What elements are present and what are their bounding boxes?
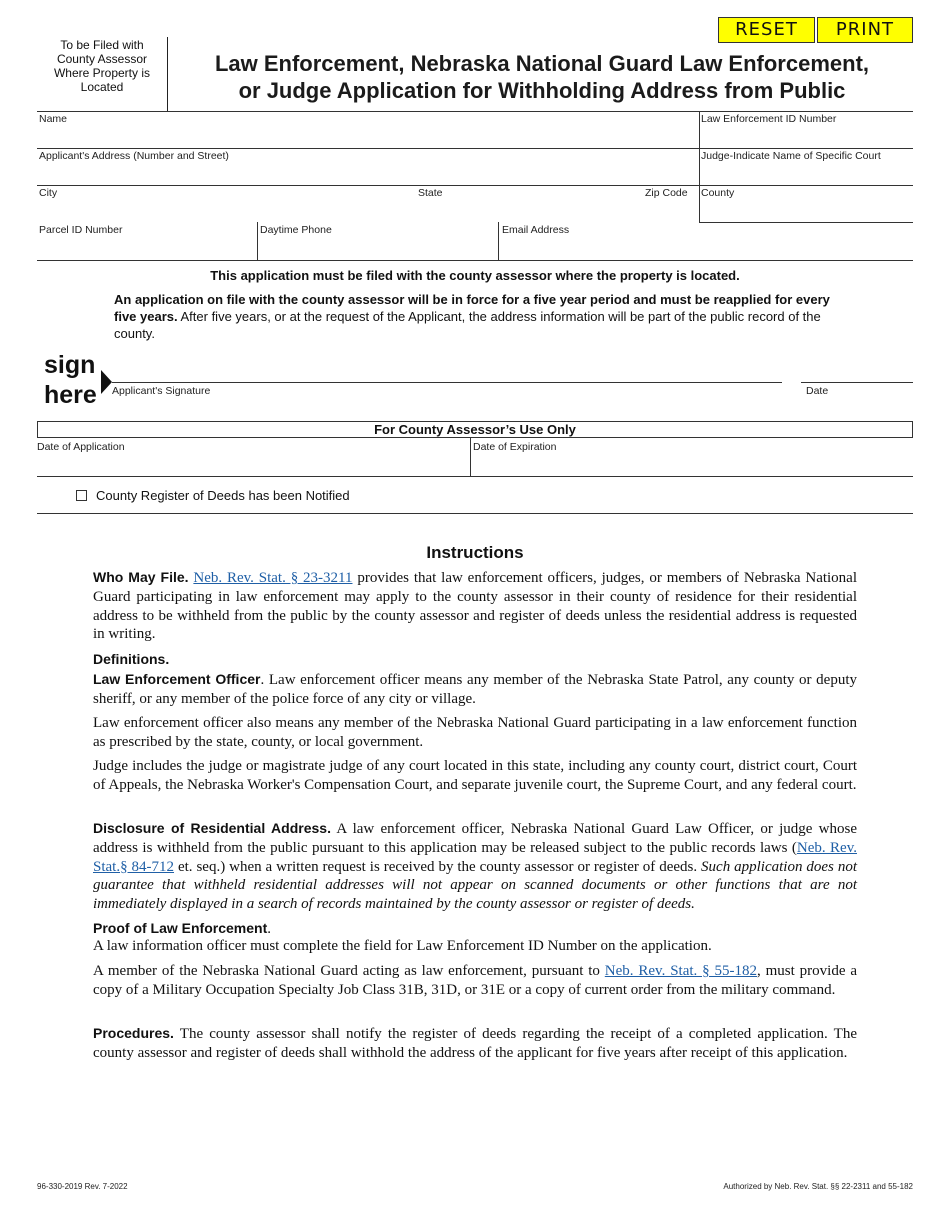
date-application-input[interactable] xyxy=(38,456,463,474)
form-title xyxy=(172,50,912,104)
proof-heading-line xyxy=(93,919,857,939)
parcel-input[interactable] xyxy=(40,239,250,257)
parcel-label: Parcel ID Number xyxy=(39,224,123,236)
term-notice xyxy=(114,291,844,342)
term-notice-bold: An application on file with the county assessor will be in force for a five year period and must be reapplied for every five years. xyxy=(114,292,830,324)
guard-definition-paragraph: Law enforcement officer also means any member of the Nebraska National Guard participating in a law enforcement function as prescribed by the state, county, or local government. xyxy=(93,715,857,750)
le-id-input[interactable] xyxy=(703,128,908,146)
guard-proof-text-2: , must provide a copy of a Military Occupation Specialty Job Class 31B, 31D, or 31E or a copy of current order from the military command. xyxy=(93,963,858,998)
authorization-note: Authorized by Neb. Rev. Stat. §§ 22-2311 and 55-182 xyxy=(723,1182,913,1191)
city-label: City xyxy=(39,187,58,199)
disclosure-disclaimer: Such application does not guarantee that withheld residential addresses will not appear on scanned documents or other functions that are not immediately displayed in a search of records maintained by the county assessor or register of deeds. xyxy=(93,858,857,913)
leo-definition-paragraph xyxy=(93,670,857,709)
disclosure-text-1: A law enforcement officer, Nebraska National Guard Law Officer, or judge whose address is withheld from the public pursuant to this application may be released subject to the public records laws ( xyxy=(93,821,857,856)
deeds-notified-checkbox[interactable] xyxy=(76,490,87,501)
phone-label: Daytime Phone xyxy=(260,224,332,236)
le-id-label: Law Enforcement ID Number xyxy=(701,113,837,125)
assessor-rule xyxy=(37,476,913,477)
state-input[interactable] xyxy=(418,202,538,220)
proof-text: A law information officer must complete the field for Law Enforcement ID Number on the application. xyxy=(93,938,712,954)
form-bottom-rule xyxy=(37,260,913,261)
who-may-file-paragraph xyxy=(93,568,857,644)
procedures-text: The county assessor shall notify the register of deeds regarding the receipt of a completed application. The county assessor and register of deeds shall withhold the address of the applicant for five years after receipt of this application. xyxy=(93,1026,857,1061)
leo-heading: Law Enforcement Officer xyxy=(93,671,261,687)
signature-date-label: Date xyxy=(806,385,829,397)
filing-note: To be Filed with County Assessor Where Property is Located xyxy=(53,38,151,94)
judge-definition-paragraph: Judge includes the judge or magistrate judge of any court located in this state, including any county court, district court, Court of Appeals, the Nebraska Worker's Compensation Court, and separate juvenile court, the Supreme Court, and any federal court. xyxy=(93,758,857,793)
instructions-title: Instructions xyxy=(426,543,524,562)
email-input[interactable] xyxy=(503,239,908,257)
disclosure-heading: Disclosure of Residential Address. xyxy=(93,820,331,836)
form-column-divider xyxy=(699,111,700,223)
date-application-label: Date of Application xyxy=(37,441,125,453)
row-rule-2 xyxy=(37,185,913,186)
phone-divider xyxy=(498,222,499,260)
term-notice-rest: After five years, or at the request of the Applicant, the address information will be part of the public record of the county. xyxy=(114,309,821,341)
guard-proof-text-1: A member of the Nebraska National Guard acting as law enforcement, pursuant to xyxy=(93,963,605,979)
deeds-notified-label: County Register of Deeds has been Notified xyxy=(96,488,350,503)
statute-link-84-712[interactable]: Neb. Rev. Stat.§ 84-712 xyxy=(93,839,857,875)
form-title-line-2: or Judge Application for Withholding Address from Public xyxy=(238,78,846,103)
county-input[interactable] xyxy=(703,202,908,220)
sign-here-marker xyxy=(44,350,97,410)
procedures-heading: Procedures. xyxy=(93,1025,174,1041)
email-label: Email Address xyxy=(502,224,570,236)
state-label: State xyxy=(418,187,443,199)
filing-notice: This application must be filed with the county assessor where the property is located. xyxy=(210,268,740,283)
parcel-divider xyxy=(257,222,258,260)
date-expiration-input[interactable] xyxy=(474,456,904,474)
form-number: 96-330-2019 Rev. 7-2022 xyxy=(37,1182,128,1191)
signature-date-line[interactable] xyxy=(801,382,913,383)
procedures-paragraph xyxy=(93,1024,857,1063)
form-top-rule xyxy=(37,111,913,112)
who-may-file-heading: Who May File. xyxy=(93,569,189,585)
address-input[interactable] xyxy=(40,165,690,183)
judge-court-input[interactable] xyxy=(703,165,908,183)
statute-link-55-182[interactable]: Neb. Rev. Stat. § 55-182 xyxy=(604,963,758,979)
zip-label: Zip Code xyxy=(645,187,688,199)
assessor-use-header: For County Assessor’s Use Only xyxy=(37,421,913,438)
instructions-top-rule xyxy=(37,513,913,514)
name-label: Name xyxy=(39,113,68,125)
row-rule-1 xyxy=(37,148,913,149)
address-label: Applicant's Address (Number and Street) xyxy=(39,150,229,162)
assessor-divider xyxy=(470,438,471,476)
signature-label: Applicant's Signature xyxy=(112,385,211,397)
print-button[interactable]: PRINT xyxy=(817,17,913,43)
who-may-file-text: provides that law enforcement officers, judges, or members of Nebraska National Guard participating in law enforcement may apply to the county assessor in their county of residence for their residential address to be withheld from the public by the county assessor and register of deeds unless the residential address is requested in writing. xyxy=(93,570,858,643)
judge-court-label: Judge-Indicate Name of Specific Court xyxy=(701,150,881,162)
definitions-heading: Definitions. xyxy=(93,651,170,667)
row-rule-3 xyxy=(699,222,913,223)
leo-definition-text: . Law enforcement officer means any member of the Nebraska State Patrol, any county or deputy sheriff, or any member of the police force of any city or village. xyxy=(93,672,858,707)
form-title-line-1: Law Enforcement, Nebraska National Guard Law Enforcement, xyxy=(214,51,870,76)
date-expiration-label: Date of Expiration xyxy=(473,441,557,453)
proof-heading: Proof of Law Enforcement xyxy=(93,920,268,936)
here-word: here xyxy=(44,381,97,409)
proof-heading-period: . xyxy=(267,921,271,937)
sign-word: sign xyxy=(44,351,96,379)
disclosure-paragraph xyxy=(93,819,857,914)
statute-link-23-3211[interactable]: Neb. Rev. Stat. § 23-3211 xyxy=(193,570,353,586)
header-divider xyxy=(167,37,168,111)
phone-input[interactable] xyxy=(261,239,491,257)
disclosure-text-2: et. seq.) when a written request is received by the county assessor or register of deeds. xyxy=(174,858,698,875)
zip-input[interactable] xyxy=(590,202,690,220)
signature-line[interactable] xyxy=(112,382,782,383)
guard-proof-paragraph xyxy=(93,962,857,1000)
reset-button[interactable]: RESET xyxy=(718,17,815,43)
name-input[interactable] xyxy=(40,128,690,146)
city-input[interactable] xyxy=(40,202,410,220)
sign-arrow-icon xyxy=(101,370,112,394)
county-label: County xyxy=(701,187,735,199)
